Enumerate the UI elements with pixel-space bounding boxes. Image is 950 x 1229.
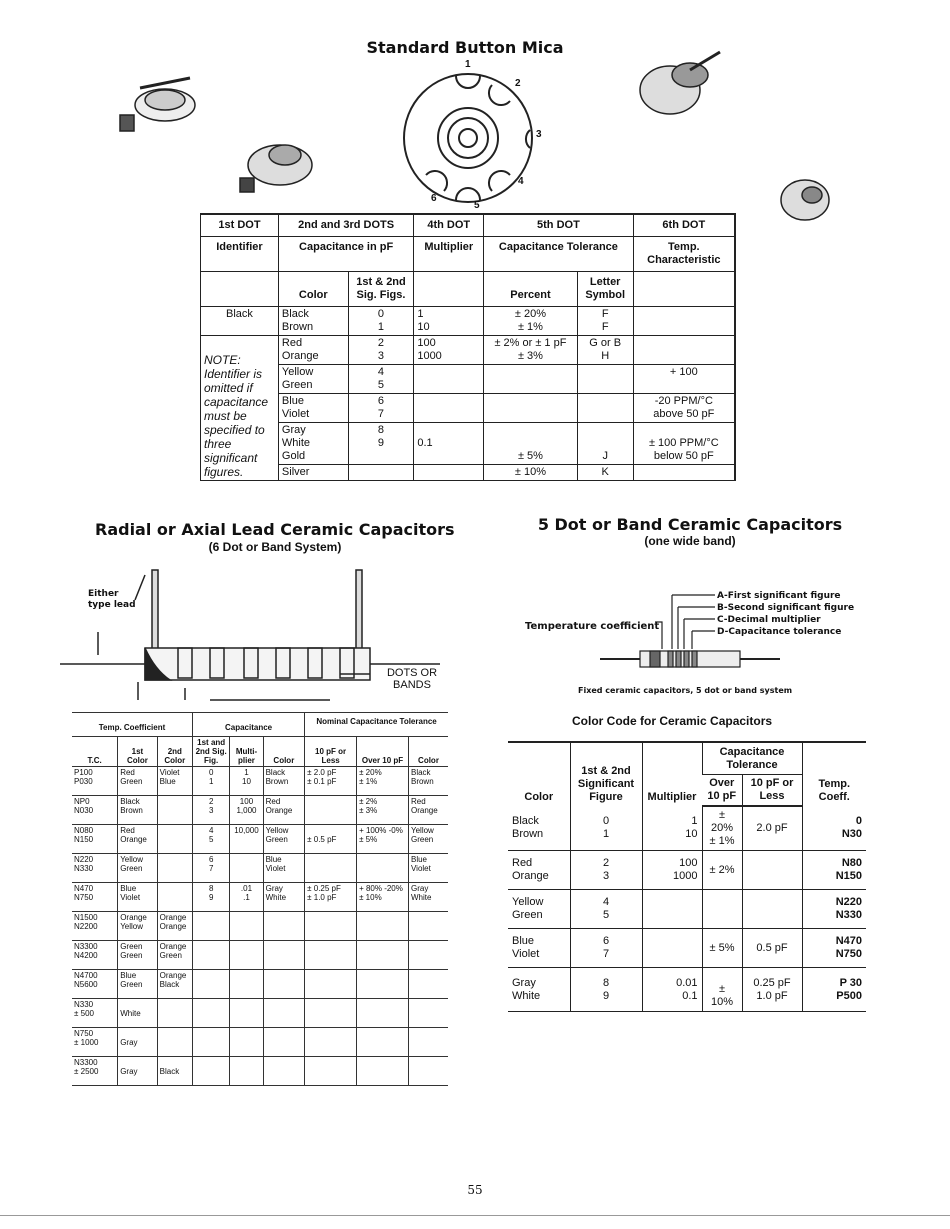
tc-cell: N750 ± 1000 — [72, 1028, 118, 1057]
second-color-cell — [157, 999, 192, 1028]
tc-cell: N3300 N4200 — [72, 941, 118, 970]
tol-color-cell — [408, 999, 448, 1028]
tol-color-cell: Blue Violet — [408, 854, 448, 883]
less-cell — [742, 851, 802, 890]
percent-cell: ± 10% — [484, 465, 578, 481]
radial-row — [72, 1028, 448, 1057]
less-cell: 2.0 pF — [742, 806, 802, 851]
label-b: B-Second significant figure — [717, 603, 855, 613]
dot-number-5: 5 — [474, 200, 480, 211]
tol-over-cell — [357, 912, 409, 941]
color-cell: Blue Violet — [508, 929, 570, 968]
col-over-10pf: Over 10 pF — [357, 737, 409, 767]
dot-number-1: 1 — [465, 59, 471, 70]
second-color-cell: Violet Blue — [157, 767, 192, 796]
tol-color-cell — [408, 941, 448, 970]
dot-number-2: 2 — [515, 78, 521, 89]
tc-cell: N080 N150 — [72, 825, 118, 854]
radial-row — [72, 970, 448, 999]
note-cell: NOTE: Identifier is omitted if capacitance must be specified to three significant figures. — [201, 336, 279, 481]
radial-row — [72, 883, 448, 912]
mult-cell: 1 10 — [642, 806, 702, 851]
tol-10pf-cell: ± 2.0 pF ± 0.1 pF — [305, 767, 357, 796]
dot-number-6: 6 — [431, 193, 437, 204]
temp-cell: N470 N750 — [802, 929, 866, 968]
tol-over-cell — [357, 1028, 409, 1057]
tol-color-cell — [408, 912, 448, 941]
first-color-cell: Green Green — [118, 941, 157, 970]
sig-fig-cell — [192, 1028, 229, 1057]
sig-fig-cell — [192, 941, 229, 970]
sig-fig-cell: 2 3 — [192, 796, 229, 825]
multiplier-cell: 100 1,000 — [230, 796, 263, 825]
multiplier-cell: 10,000 — [230, 825, 263, 854]
tol-over-cell: + 100% -0% ± 5% — [357, 825, 409, 854]
rh-over: Over 10 pF — [702, 775, 742, 807]
second-color-cell — [157, 825, 192, 854]
sub-temp: Temp. Characteristic — [633, 237, 735, 272]
band-labels — [717, 590, 854, 638]
mult-cell — [414, 365, 484, 394]
rh-color: Color — [508, 742, 570, 806]
rh-tol: Capacitance Tolerance — [702, 742, 802, 775]
radial-row — [72, 941, 448, 970]
tc-cell: N220 N330 — [72, 854, 118, 883]
letter-cell: F F — [577, 307, 633, 336]
temp-cell — [633, 336, 735, 365]
color-cell — [263, 970, 305, 999]
percent-cell: ± 20% ± 1% — [484, 307, 578, 336]
col-sig-fig: 1st and 2nd Sig. Fig. — [192, 737, 229, 767]
mica-capacitor-2 — [240, 145, 312, 192]
ceramic-table-body — [508, 806, 866, 1012]
mica-capacitor-1 — [120, 78, 195, 131]
right-title: 5 Dot or Band Ceramic Capacitors — [537, 515, 843, 534]
percent-cell: ± 2% or ± 1 pF ± 3% — [484, 336, 578, 365]
percent-cell — [484, 365, 578, 394]
mult-cell: 100 1000 — [642, 851, 702, 890]
right-subtitle: (one wide band) — [644, 534, 736, 548]
color-cell — [263, 999, 305, 1028]
dots-bands-label: DOTS OR BANDS — [386, 667, 438, 691]
first-color-cell: Yellow Green — [118, 854, 157, 883]
tol-color-cell: Black Brown — [408, 767, 448, 796]
mica-row — [201, 394, 736, 423]
mica-row — [201, 423, 736, 465]
first-color-cell: Red Green — [118, 767, 157, 796]
over-cell — [702, 890, 742, 929]
tol-color-cell: Red Orange — [408, 796, 448, 825]
col-2nd-color: 2nd Color — [157, 737, 192, 767]
mica-capacitor-4 — [781, 180, 829, 220]
ceramic-row — [508, 929, 866, 968]
less-cell: 0.5 pF — [742, 929, 802, 968]
color-cell: Gray White — [263, 883, 305, 912]
sig-cell: 0 1 — [348, 307, 414, 336]
multiplier-cell — [230, 941, 263, 970]
sig-fig-cell — [192, 970, 229, 999]
header-2nd-3rd-dots: 2nd and 3rd DOTS — [278, 214, 413, 237]
color-cell: Red Orange — [278, 336, 348, 365]
label-a: A-First significant figure — [717, 591, 841, 601]
tol-10pf-cell — [305, 854, 357, 883]
sig-cell: 0 1 — [570, 806, 642, 851]
col-color: Color — [263, 737, 305, 767]
radial-row — [72, 796, 448, 825]
sig-cell: 4 5 — [348, 365, 414, 394]
multiplier-cell: 1 10 — [230, 767, 263, 796]
mica-table-body — [201, 307, 736, 481]
mult-cell: 0.1 — [414, 423, 484, 465]
group-temp-coefficient: Temp. Coefficient — [72, 713, 192, 737]
mica-row — [201, 336, 736, 365]
color-cell: Yellow Green — [263, 825, 305, 854]
tc-cell: P100 P030 — [72, 767, 118, 796]
radial-row — [72, 1057, 448, 1086]
col-multiplier: Multi-plier — [230, 737, 263, 767]
left-title: Radial or Axial Lead Ceramic Capacitors — [95, 520, 455, 539]
radial-axial-table — [72, 712, 448, 1086]
temp-cell — [633, 307, 735, 336]
tol-10pf-cell — [305, 912, 357, 941]
radial-axial-body — [72, 767, 448, 1086]
multiplier-cell — [230, 1057, 263, 1086]
tol-over-cell — [357, 941, 409, 970]
multiplier-cell — [230, 999, 263, 1028]
identifier-cell: Black — [201, 307, 279, 336]
left-subtitle: (6 Dot or Band System) — [208, 540, 342, 554]
sig-cell: 8 9 — [570, 968, 642, 1012]
col-10pf-less: 10 pF or Less — [305, 737, 357, 767]
tc-cell: N330 ± 500 — [72, 999, 118, 1028]
sub-multiplier: Multiplier — [414, 237, 484, 272]
rh-less: 10 pF or Less — [742, 775, 802, 807]
color-cell — [263, 941, 305, 970]
left-title-wrap — [95, 520, 455, 554]
sig-cell — [348, 465, 414, 481]
sig-fig-cell: 6 7 — [192, 854, 229, 883]
lead-label: Either type lead — [88, 589, 136, 610]
multiplier-cell — [230, 1028, 263, 1057]
tol-over-cell: ± 20% ± 1% — [357, 767, 409, 796]
label-letter: Letter Symbol — [577, 272, 633, 307]
right-title-wrap — [530, 515, 850, 548]
ceramic-row — [508, 968, 866, 1012]
mult-cell: 0.01 0.1 — [642, 968, 702, 1012]
first-color-cell: Red Orange — [118, 825, 157, 854]
col-1st-color: 1st Color — [118, 737, 157, 767]
multiplier-cell — [230, 912, 263, 941]
sig-cell: 4 5 — [570, 890, 642, 929]
radial-row — [72, 825, 448, 854]
label-color: Color — [278, 272, 348, 307]
sig-cell: 8 9 — [348, 423, 414, 465]
tc-cell: N1500 N2200 — [72, 912, 118, 941]
sig-fig-cell — [192, 999, 229, 1028]
over-cell: ± 10% — [702, 968, 742, 1012]
sig-fig-cell — [192, 1057, 229, 1086]
ceramic-row — [508, 890, 866, 929]
tol-color-cell — [408, 970, 448, 999]
color-cell: Black Brown — [278, 307, 348, 336]
mult-cell — [414, 465, 484, 481]
dot-number-4: 4 — [518, 176, 524, 187]
tol-10pf-cell — [305, 941, 357, 970]
less-cell — [742, 890, 802, 929]
header-1st-dot: 1st DOT — [201, 214, 279, 237]
multiplier-cell — [230, 970, 263, 999]
multiplier-cell: .01 .1 — [230, 883, 263, 912]
radial-row — [72, 999, 448, 1028]
second-color-cell — [157, 883, 192, 912]
color-cell: Yellow Green — [278, 365, 348, 394]
tol-over-cell — [357, 1057, 409, 1086]
radial-row — [72, 767, 448, 796]
color-cell — [263, 1057, 305, 1086]
first-color-cell: Black Brown — [118, 796, 157, 825]
over-cell: ± 5% — [702, 929, 742, 968]
tc-cell: N470 N750 — [72, 883, 118, 912]
radial-row — [72, 912, 448, 941]
sig-cell: 2 3 — [348, 336, 414, 365]
group-tolerance: Nominal Capacitance Tolerance — [305, 713, 448, 737]
tol-over-cell — [357, 999, 409, 1028]
sig-fig-cell: 0 1 — [192, 767, 229, 796]
color-cell — [263, 1028, 305, 1057]
color-cell: Red Orange — [508, 851, 570, 890]
sub-identifier: Identifier — [201, 237, 279, 272]
label-c: C-Decimal multiplier — [717, 615, 821, 625]
temp-cell: -20 PPM/°C above 50 pF — [633, 394, 735, 423]
ceramic-table-title: Color Code for Ceramic Capacitors — [572, 714, 773, 728]
sub-capacitance: Capacitance in pF — [278, 237, 413, 272]
tol-10pf-cell — [305, 999, 357, 1028]
col-tol-color: Color — [408, 737, 448, 767]
first-color-cell: White — [118, 999, 157, 1028]
mica-capacitor-3 — [640, 52, 720, 114]
second-color-cell — [157, 854, 192, 883]
color-cell: Silver — [278, 465, 348, 481]
ceramic-color-table — [508, 741, 866, 1012]
rh-temp: Temp. Coeff. — [802, 742, 866, 806]
color-cell: Blue Violet — [263, 854, 305, 883]
label-sig: 1st & 2nd Sig. Figs. — [348, 272, 414, 307]
sig-fig-cell: 4 5 — [192, 825, 229, 854]
mica-row — [201, 307, 736, 336]
sig-fig-cell: 8 9 — [192, 883, 229, 912]
over-cell: ± 20% ± 1% — [702, 806, 742, 851]
color-cell: Gray White — [508, 968, 570, 1012]
col-tc: T.C. — [72, 737, 118, 767]
col-label-row — [201, 272, 736, 307]
letter-cell — [577, 365, 633, 394]
tol-10pf-cell: ± 0.5 pF — [305, 825, 357, 854]
letter-cell: K — [577, 465, 633, 481]
letter-cell: G or B H — [577, 336, 633, 365]
less-cell: 0.25 pF 1.0 pF — [742, 968, 802, 1012]
first-color-cell: Gray — [118, 1057, 157, 1086]
header-row — [201, 214, 736, 237]
mica-color-table — [200, 213, 736, 481]
second-color-cell: Orange Black — [157, 970, 192, 999]
tol-10pf-cell — [305, 1057, 357, 1086]
tc-cell: NP0 N030 — [72, 796, 118, 825]
temp-cell: N80 N150 — [802, 851, 866, 890]
header-6th-dot: 6th DOT — [633, 214, 735, 237]
second-color-cell: Orange Green — [157, 941, 192, 970]
mica-row — [201, 365, 736, 394]
band-caption: Fixed ceramic capacitors, 5 dot or band system — [578, 686, 793, 695]
first-color-cell: Blue Green — [118, 970, 157, 999]
header-5th-dot: 5th DOT — [484, 214, 633, 237]
dot-diagram — [404, 74, 532, 202]
label-d: D-Capacitance tolerance — [717, 627, 842, 637]
dot-number-3: 3 — [536, 129, 542, 140]
tol-10pf-cell — [305, 796, 357, 825]
page-number: 55 — [467, 1183, 483, 1197]
subheader-row — [201, 237, 736, 272]
color-cell: Red Orange — [263, 796, 305, 825]
rh-mult: Multiplier — [642, 742, 702, 806]
first-color-cell: Orange Yellow — [118, 912, 157, 941]
radial-row — [72, 854, 448, 883]
temp-cell: ± 100 PPM/°C below 50 pF — [633, 423, 735, 465]
tol-10pf-cell — [305, 970, 357, 999]
second-color-cell: Black — [157, 1057, 192, 1086]
ceramic-row — [508, 851, 866, 890]
tol-10pf-cell: ± 0.25 pF ± 1.0 pF — [305, 883, 357, 912]
letter-cell: J — [577, 423, 633, 465]
percent-cell — [484, 394, 578, 423]
temp-cell: 0 N30 — [802, 806, 866, 851]
tc-cell: N4700 N5600 — [72, 970, 118, 999]
color-cell: Gray White Gold — [278, 423, 348, 465]
tol-over-cell: + 80% -20% ± 10% — [357, 883, 409, 912]
color-cell — [263, 912, 305, 941]
temp-cell: + 100 — [633, 365, 735, 394]
ceramic-row — [508, 806, 866, 851]
rh-sig: 1st & 2nd Significant Figure — [570, 742, 642, 806]
mica-row — [201, 465, 736, 481]
second-color-cell — [157, 796, 192, 825]
color-cell: Blue Violet — [278, 394, 348, 423]
top-title: Standard Button Mica — [366, 38, 564, 57]
group-capacitance: Capacitance — [192, 713, 304, 737]
page-bottom-rule — [0, 1215, 950, 1216]
sig-cell: 6 7 — [570, 929, 642, 968]
over-cell: ± 2% — [702, 851, 742, 890]
percent-cell: ± 5% — [484, 423, 578, 465]
tol-10pf-cell — [305, 1028, 357, 1057]
tol-color-cell: Yellow Green — [408, 825, 448, 854]
sig-fig-cell — [192, 912, 229, 941]
sig-cell: 6 7 — [348, 394, 414, 423]
tol-color-cell — [408, 1057, 448, 1086]
temp-cell — [633, 465, 735, 481]
tol-over-cell — [357, 854, 409, 883]
tol-color-cell: Gray White — [408, 883, 448, 912]
tol-color-cell — [408, 1028, 448, 1057]
tol-over-cell — [357, 970, 409, 999]
temp-cell: N220 N330 — [802, 890, 866, 929]
temp-coefficient-label: Temperature coefficient — [525, 621, 660, 632]
color-cell: Black Brown — [508, 806, 570, 851]
sub-tolerance: Capacitance Tolerance — [484, 237, 633, 272]
second-color-cell: Orange Orange — [157, 912, 192, 941]
mult-cell — [642, 890, 702, 929]
second-color-cell — [157, 1028, 192, 1057]
sig-cell: 2 3 — [570, 851, 642, 890]
letter-cell — [577, 394, 633, 423]
multiplier-cell — [230, 854, 263, 883]
color-cell: Yellow Green — [508, 890, 570, 929]
first-color-cell: Gray — [118, 1028, 157, 1057]
header-4th-dot: 4th DOT — [414, 214, 484, 237]
tol-over-cell: ± 2% ± 3% — [357, 796, 409, 825]
mult-cell — [414, 394, 484, 423]
mult-cell: 100 1000 — [414, 336, 484, 365]
mult-cell — [642, 929, 702, 968]
mult-cell: 1 10 — [414, 307, 484, 336]
color-cell: Black Brown — [263, 767, 305, 796]
tc-cell: N3300 ± 2500 — [72, 1057, 118, 1086]
first-color-cell: Blue Violet — [118, 883, 157, 912]
temp-cell: P 30 P500 — [802, 968, 866, 1012]
label-percent: Percent — [484, 272, 578, 307]
